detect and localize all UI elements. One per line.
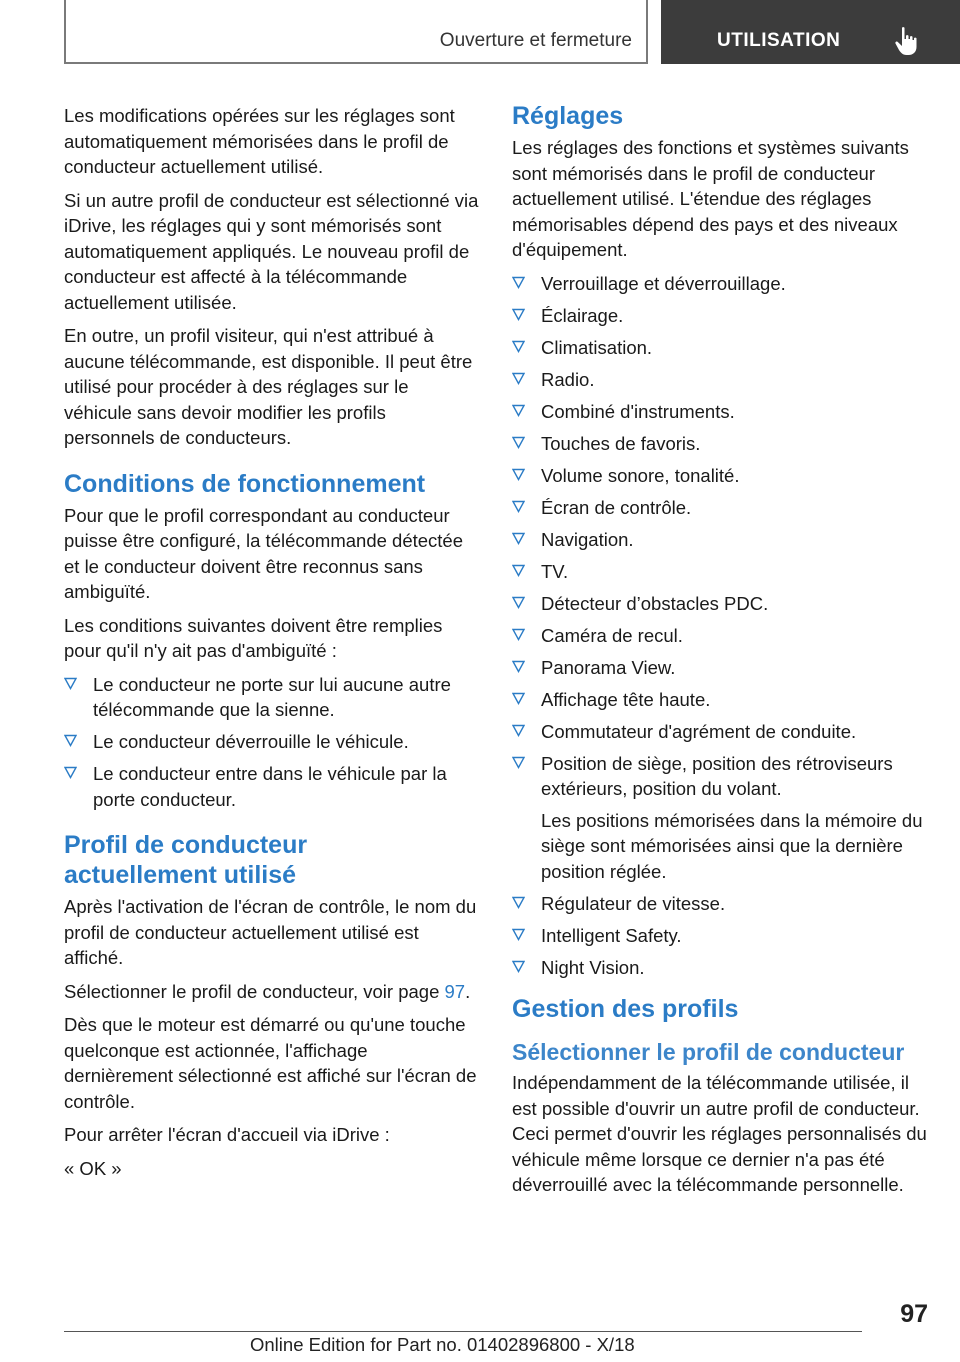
heading-conditions: Conditions de fonctionnement: [64, 469, 426, 498]
list-item: [512, 367, 927, 393]
list-item-text: Navigation.: [541, 528, 634, 550]
triangle-bullet-icon: [64, 766, 77, 779]
list-item: [512, 271, 927, 297]
section-title: UTILISATION: [717, 30, 841, 51]
list-item-text: Affichage tête haute.: [541, 688, 711, 710]
list-item: [64, 761, 479, 812]
list-item: [512, 623, 927, 649]
list-item: [512, 303, 927, 329]
list-item: [512, 955, 927, 981]
footer-edition: Online Edition for Part no. 01402896800 - X/18: [250, 1334, 635, 1355]
triangle-bullet-icon: [512, 756, 525, 769]
list-item: [64, 672, 479, 723]
triangle-bullet-icon: [512, 340, 525, 353]
page-number: 97: [900, 1300, 928, 1328]
list-item-text: Éclairage.: [541, 304, 624, 326]
list-item-text: Intelligent Safety.: [541, 924, 682, 946]
list-item: [512, 431, 927, 457]
paragraph-page-ref: [64, 979, 479, 1005]
list-item-text: Détecteur d’obstacles PDC.: [541, 592, 769, 614]
paragraph: Les réglages des fonctions et systèmes suivants sont mémorisés dans le profil de conducteur actuellement utilisé. L'étendue des réglages mémorisables dépend des pays et des niveaux d'équipement.: [512, 137, 909, 260]
paragraph: Pour que le profil correspondant au conducteur puisse être configuré, la télécommande détectée et le conducteur doivent être reconnus sans ambiguïté.: [64, 504, 464, 602]
list-item-text: Radio.: [541, 368, 595, 390]
triangle-bullet-icon: [512, 500, 525, 513]
header-section-box: [661, 0, 960, 64]
list-item-text: Position de siège, position des rétroviseurs extérieurs, position du volant.: [541, 752, 893, 799]
right-column: [512, 101, 927, 1206]
seat-note: Les positions mémorisées dans la mémoire du siège sont mémorisées ainsi que la dernière position réglée.: [541, 809, 923, 882]
list-item: [512, 591, 927, 617]
triangle-bullet-icon: [64, 734, 77, 747]
triangle-bullet-icon: [512, 276, 525, 289]
list-item-text: Écran de contrôle.: [541, 496, 692, 518]
list-item-text: Panorama View.: [541, 656, 676, 678]
list-item: [512, 655, 927, 681]
paragraph: Pour arrêter l'écran d'accueil via iDrive :: [64, 1124, 390, 1145]
triangle-bullet-icon: [512, 960, 525, 973]
list-item: [512, 687, 927, 713]
heading-selection: Sélectionner le profil de conducteur: [512, 1039, 905, 1065]
list-item-text: Volume sonore, tonalité.: [541, 464, 740, 486]
triangle-bullet-icon: [512, 436, 525, 449]
list-item: [512, 891, 927, 917]
paragraph: Après l'activation de l'écran de contrôle, le nom du profil de conducteur actuellement utilisé est affiché.: [64, 896, 477, 968]
triangle-bullet-icon: [512, 660, 525, 673]
list-item-text: Climatisation.: [541, 336, 653, 358]
paragraph: En outre, un profil visiteur, qui n'est attribué à aucune télécommande, est disponible. Il peut être utilisé pour procéder à des réglages sur le véhicule sans devoir modifier les profils personnels de conducteurs.: [64, 325, 473, 448]
list-item-text: Commutateur d'agrément de conduite.: [541, 720, 857, 742]
list-item: [512, 751, 927, 885]
list-item: [512, 399, 927, 425]
settings-list: [512, 271, 927, 981]
triangle-bullet-icon: [512, 308, 525, 321]
chapter-title: Ouverture et fermeture: [439, 30, 632, 51]
paragraph: Indépendamment de la télécommande utilisée, il est possible d'ouvrir un autre profil de conducteur. Ceci permet d'ouvrir les réglages personnalisés du véhicule même lorsque ce dernier n'a pas été déverrouillé avec la télécommande personnelle.: [512, 1072, 927, 1195]
list-item: [512, 923, 927, 949]
triangle-bullet-icon: [512, 564, 525, 577]
list-item-text: Caméra de recul.: [541, 624, 683, 646]
list-item: [512, 463, 927, 489]
list-item-text: Night Vision.: [541, 956, 645, 978]
left-column: [64, 103, 479, 1189]
paragraph: Dès que le moteur est démarré ou qu'une touche quelconque est actionnée, l'affichage dernièrement sélectionné est affiché sur l'écran de contrôle.: [64, 1014, 477, 1112]
list-item: [512, 335, 927, 361]
triangle-bullet-icon: [512, 468, 525, 481]
list-item-text: Touches de favoris.: [541, 432, 701, 454]
page-link[interactable]: 97: [444, 980, 466, 1002]
list-item-text: Régulateur de vitesse.: [541, 892, 726, 914]
paragraph: « OK »: [64, 1157, 122, 1179]
footer-divider: [64, 1331, 862, 1332]
list-item-text: TV.: [541, 560, 569, 582]
list-item-text: Le conducteur déverrouille le véhicule.: [93, 731, 409, 752]
heading-reglages: Réglages: [512, 102, 624, 130]
paragraph: Les modifications opérées sur les réglages sont automatiquement mémorisées dans le profil de conducteur actuellement utilisé.: [64, 105, 455, 177]
triangle-bullet-icon: [512, 928, 525, 941]
triangle-bullet-icon: [512, 896, 525, 909]
triangle-bullet-icon: [512, 628, 525, 641]
triangle-bullet-icon: [64, 677, 77, 690]
triangle-bullet-icon: [512, 372, 525, 385]
conditions-list: [64, 672, 479, 813]
list-item: [512, 719, 927, 745]
page-ref-end: .: [465, 980, 471, 1002]
header-chapter-box: [64, 0, 648, 64]
triangle-bullet-icon: [512, 404, 525, 417]
page-ref-text: Sélectionner le profil de conducteur, voir page: [64, 980, 445, 1002]
heading-gestion: Gestion des profils: [512, 995, 739, 1023]
pointing-hand-icon: [894, 26, 920, 56]
list-item: [512, 559, 927, 585]
triangle-bullet-icon: [512, 692, 525, 705]
list-item-text: Le conducteur ne porte sur lui aucune autre télécommande que la sienne.: [93, 673, 451, 720]
triangle-bullet-icon: [512, 596, 525, 609]
list-item-text: Combiné d'instruments.: [541, 400, 735, 422]
triangle-bullet-icon: [512, 724, 525, 737]
list-item: [512, 527, 927, 553]
heading-profil-line1: Profil de conducteur: [64, 831, 308, 859]
list-item: [64, 729, 479, 755]
list-item-text: Le conducteur entre dans le véhicule par la porte conducteur.: [93, 763, 447, 810]
paragraph: Si un autre profil de conducteur est sélectionné via iDrive, les réglages qui y sont mémorisés sont automatiquement appliqués. Le nouveau profil de conducteur est affecté à la télécommande actuellement utilisée.: [64, 189, 479, 313]
paragraph: Les conditions suivantes doivent être remplies pour qu'il n'y ait pas d'ambiguïté :: [64, 614, 443, 661]
heading-profil-line2: actuellement utilisé: [64, 861, 297, 889]
list-item-text: Verrouillage et déverrouillage.: [541, 272, 786, 294]
list-item: [512, 495, 927, 521]
triangle-bullet-icon: [512, 532, 525, 545]
